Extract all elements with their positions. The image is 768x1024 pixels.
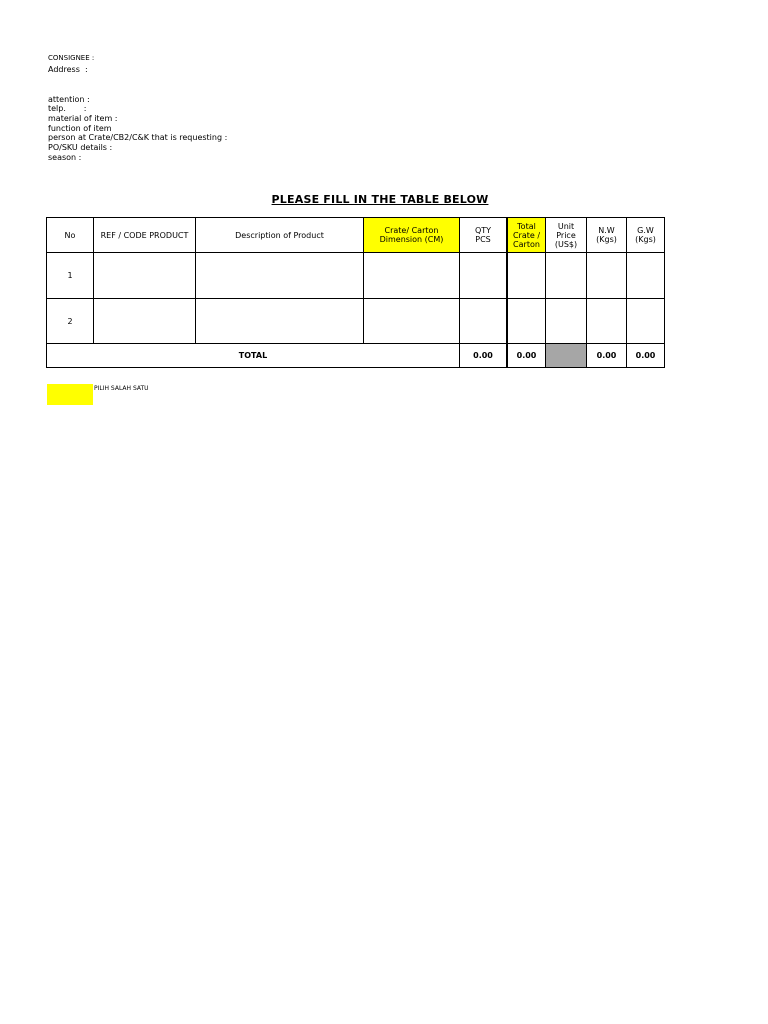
row-2-no: 2 bbox=[46, 298, 94, 344]
legend-yellow-swatch bbox=[47, 384, 93, 405]
row-2-gw-input[interactable] bbox=[626, 298, 665, 344]
total-gw: 0.00 bbox=[626, 343, 665, 368]
col-header-ref: REF / CODE PRODUCT bbox=[93, 217, 196, 253]
row-2-nw-input[interactable] bbox=[586, 298, 627, 344]
total-unit-price-disabled bbox=[545, 343, 587, 368]
col-header-unit-price: Unit Price (US$) bbox=[545, 217, 587, 253]
material-label: material of item : bbox=[48, 114, 118, 123]
col-header-description: Description of Product bbox=[195, 217, 364, 253]
legend-text: PILIH SALAH SATU bbox=[94, 385, 149, 392]
row-1-description-input[interactable] bbox=[195, 252, 364, 299]
row-1-gw-input[interactable] bbox=[626, 252, 665, 299]
season-label: season : bbox=[48, 153, 82, 162]
row-1-no: 1 bbox=[46, 252, 94, 299]
total-nw: 0.00 bbox=[586, 343, 627, 368]
attention-label: attention : bbox=[48, 95, 90, 104]
col-header-qty: QTY PCS bbox=[459, 217, 507, 253]
col-header-gw: G.W (Kgs) bbox=[626, 217, 665, 253]
consignee-label: CONSIGNEE : bbox=[48, 54, 95, 62]
row-1-nw-input[interactable] bbox=[586, 252, 627, 299]
row-1-qty-input[interactable] bbox=[459, 252, 507, 299]
row-1-dimension-input[interactable] bbox=[363, 252, 460, 299]
row-1-unit-price-input[interactable] bbox=[545, 252, 587, 299]
function-label: function of item bbox=[48, 124, 112, 133]
row-2-ref-input[interactable] bbox=[93, 298, 196, 344]
row-2-dimension-input[interactable] bbox=[363, 298, 460, 344]
person-label: person at Crate/CB2/C&K that is requesting : bbox=[48, 133, 228, 142]
total-label: TOTAL bbox=[46, 343, 460, 368]
row-2-description-input[interactable] bbox=[195, 298, 364, 344]
address-label: Address : bbox=[48, 65, 88, 74]
row-2-unit-price-input[interactable] bbox=[545, 298, 587, 344]
total-crate: 0.00 bbox=[507, 343, 546, 368]
col-header-dimension: Crate/ Carton Dimension (CM) bbox=[363, 217, 460, 253]
total-qty: 0.00 bbox=[459, 343, 507, 368]
row-2-total-crate-input[interactable] bbox=[507, 298, 546, 344]
row-2-qty-input[interactable] bbox=[459, 298, 507, 344]
page-title: PLEASE FILL IN THE TABLE BELOW bbox=[271, 193, 489, 206]
row-1-ref-input[interactable] bbox=[93, 252, 196, 299]
row-1-total-crate-input[interactable] bbox=[507, 252, 546, 299]
telp-label: telp. : bbox=[48, 104, 87, 113]
col-header-total-crate: Total Crate / Carton bbox=[507, 217, 546, 253]
po-sku-label: PO/SKU details : bbox=[48, 143, 113, 152]
col-header-no: No bbox=[46, 217, 94, 253]
col-header-nw: N.W (Kgs) bbox=[586, 217, 627, 253]
